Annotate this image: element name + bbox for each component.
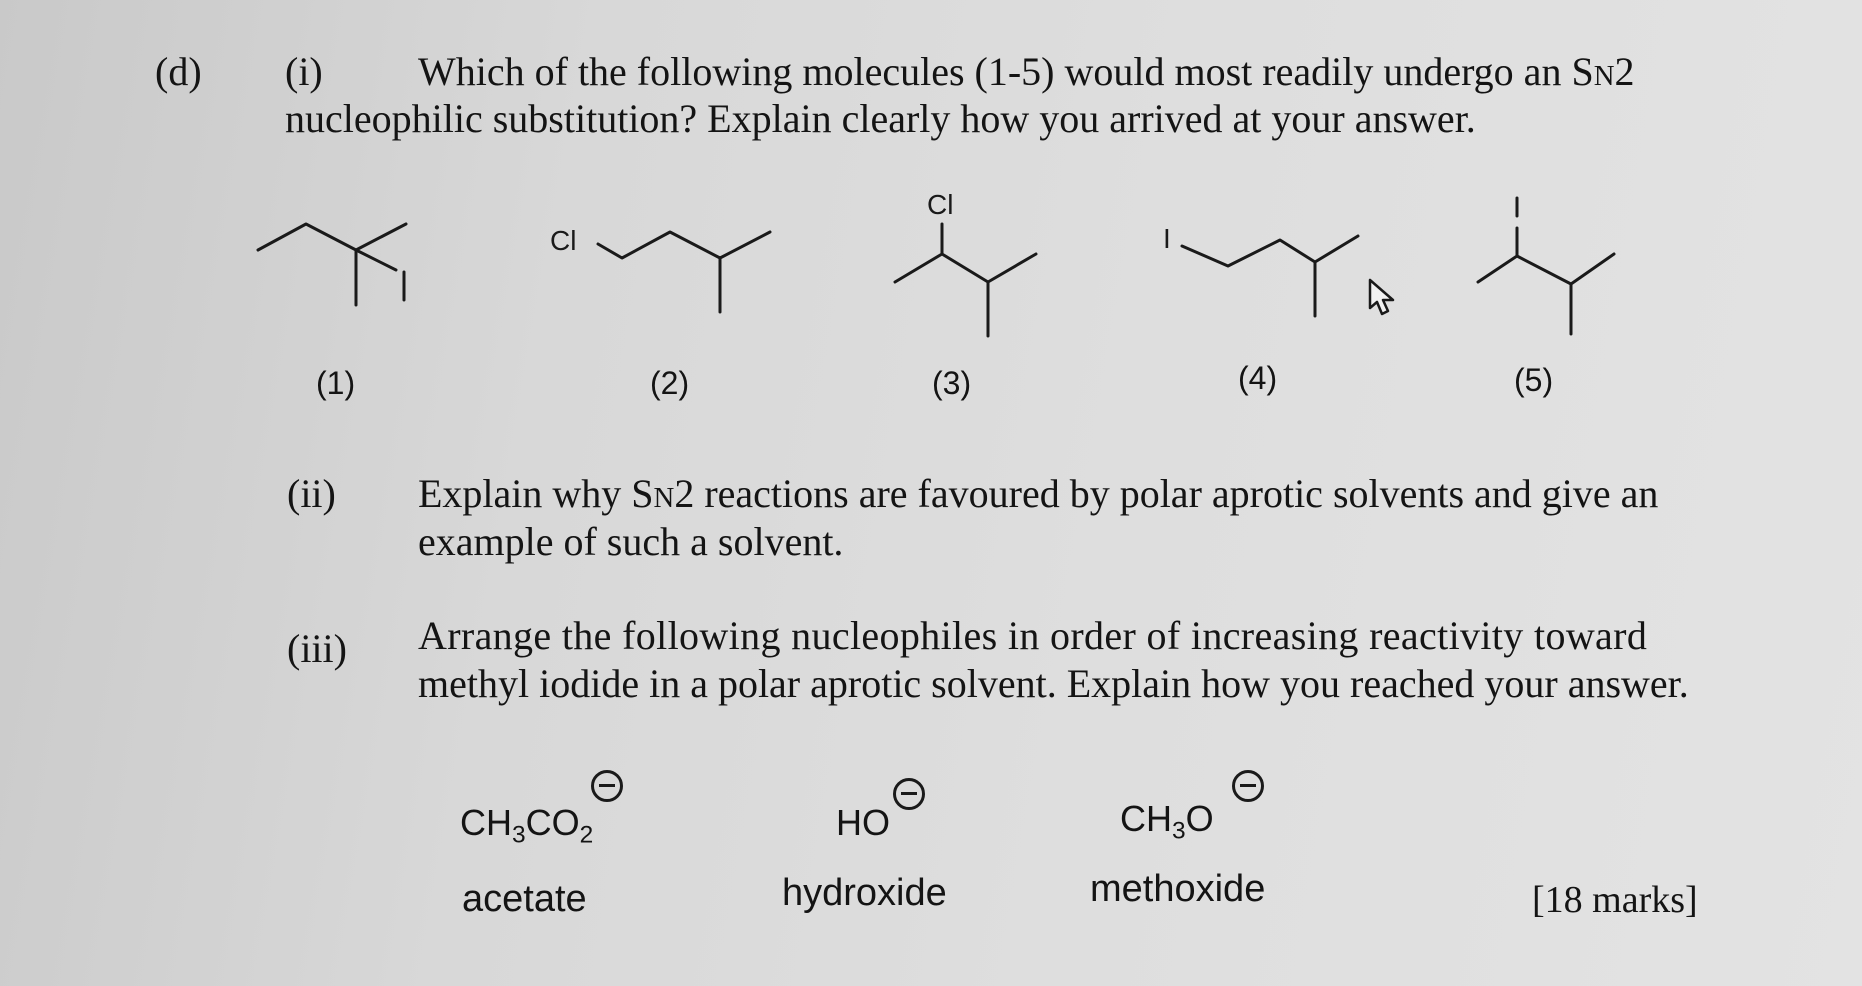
question-ii-subscript: N xyxy=(653,482,675,514)
question-iii-line1: Arrange the following nucleophiles in order of increasing reactivity toward xyxy=(418,613,1648,658)
subpart-iii-number: (iii) xyxy=(287,626,347,671)
acetate-formula-sub2: 2 xyxy=(579,821,594,849)
part-label: (d) xyxy=(155,49,202,94)
molecule-1-label: (1) xyxy=(316,365,356,401)
question-iii-line2: methyl iodide in a polar aprotic solvent. Explain how you reached your answer. xyxy=(418,661,1689,706)
molecule-4-i-atom: I xyxy=(1163,223,1171,254)
acetate-formula xyxy=(460,802,593,849)
molecule-4-structure xyxy=(1163,223,1358,316)
hydroxide-name: hydroxide xyxy=(782,872,947,914)
molecule-5-label: (5) xyxy=(1514,362,1554,398)
molecule-2-label: (2) xyxy=(650,365,690,401)
question-ii-line1 xyxy=(418,470,1658,517)
acetate-formula-ch: CH xyxy=(460,802,512,843)
question-ii-line2: example of such a solvent. xyxy=(418,519,844,564)
molecule-3-structure xyxy=(895,189,1036,336)
acetate-negative-charge-icon xyxy=(591,770,623,802)
molecule-5-structure xyxy=(1478,198,1614,334)
molecule-1-structure xyxy=(258,224,406,305)
question-i-line1-end: 2 xyxy=(1614,49,1635,94)
molecule-3-cl-atom: Cl xyxy=(927,189,954,220)
subpart-ii-number: (ii) xyxy=(287,471,336,516)
methoxide-formula xyxy=(1120,798,1214,845)
acetate-formula-sub3: 3 xyxy=(512,821,526,849)
methoxide-formula-sub3: 3 xyxy=(1172,817,1186,845)
hydroxide-formula-ho: HO xyxy=(836,802,890,843)
subpart-i-number: (i) xyxy=(285,49,323,94)
hydroxide-negative-charge-icon xyxy=(893,778,925,810)
molecule-3-label: (3) xyxy=(932,365,972,401)
mouse-cursor-icon xyxy=(1366,278,1400,318)
methoxide-formula-ch: CH xyxy=(1120,798,1172,839)
acetate-name: acetate xyxy=(462,878,587,920)
molecule-4-label: (4) xyxy=(1238,360,1278,396)
question-ii-line1-end: 2 reactions are favoured by polar aprotic solvents and give an xyxy=(674,471,1659,516)
question-ii-line1-text: Explain why S xyxy=(418,471,654,516)
marks-total: [18 marks] xyxy=(1532,879,1698,921)
molecule-2-cl-atom: Cl xyxy=(550,225,577,256)
question-i-line2: nucleophilic substitution? Explain clearly how you arrived at your answer. xyxy=(285,96,1476,141)
hydroxide-formula xyxy=(836,802,890,844)
acetate-formula-co: CO xyxy=(525,802,580,843)
methoxide-negative-charge-icon xyxy=(1232,770,1264,802)
methoxide-formula-o: O xyxy=(1185,798,1214,839)
methoxide-name: methoxide xyxy=(1090,868,1266,910)
question-i-line1-text: Which of the following molecules (1-5) would most readily undergo an S xyxy=(418,49,1594,94)
molecule-2-structure xyxy=(550,225,770,312)
question-i-subscript: N xyxy=(1593,60,1615,92)
